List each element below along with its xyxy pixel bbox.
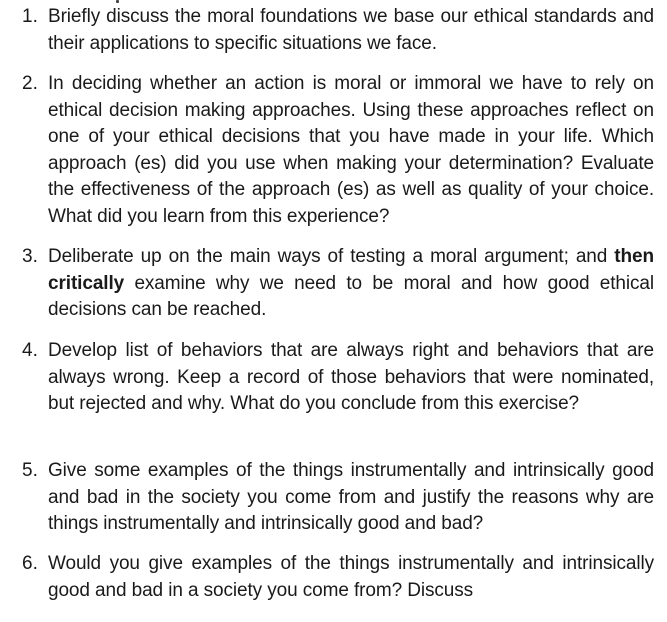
question-text: Briefly discuss the moral foundations we base our ethical standards and their applications to specific situations we face. [48,6,654,54]
question-number: 4. [22,340,38,361]
question-text: Develop list of behaviors that are always right and behaviors that are always wrong. Keep a record of those behaviors that were nominated, but rejected and why. What do you conclude from this exercise? [48,340,654,414]
question-text: In deciding whether an action is moral or immoral we have to rely on ethical decision making approaches. Using these approaches reflect on one of your ethical decisions that you have made in your life. Which approach (es) did you use when making your determination? Evaluate the effectiveness of the approach (es) as well as quality of your choice. What did you learn from this experience? [48,73,654,227]
question-text-before-bold: Deliberate up on the main ways of testing a moral argument; and [48,246,615,267]
question-number: 2. [22,73,38,94]
question-number: 6. [22,553,38,574]
question-number: 3. [22,246,38,267]
question-text-bold: then critically [48,246,654,294]
question-text: Give some examples of the things instrumentally and intrinsically good and bad in the society you come from and justify the reasons why are things instrumentally and intrinsically good and bad? [48,460,654,534]
question-number: 5. [22,460,38,481]
question-text-after-bold: examine why we need to be moral and how good ethical decisions can be reached. [48,272,654,320]
cropped-text-fragment [116,0,119,3]
question-number: 1. [22,6,38,27]
question-text [48,244,654,324]
question-text: Would you give examples of the things instrumentally and intrinsically good and bad in a society you come from? Discuss [48,553,654,601]
